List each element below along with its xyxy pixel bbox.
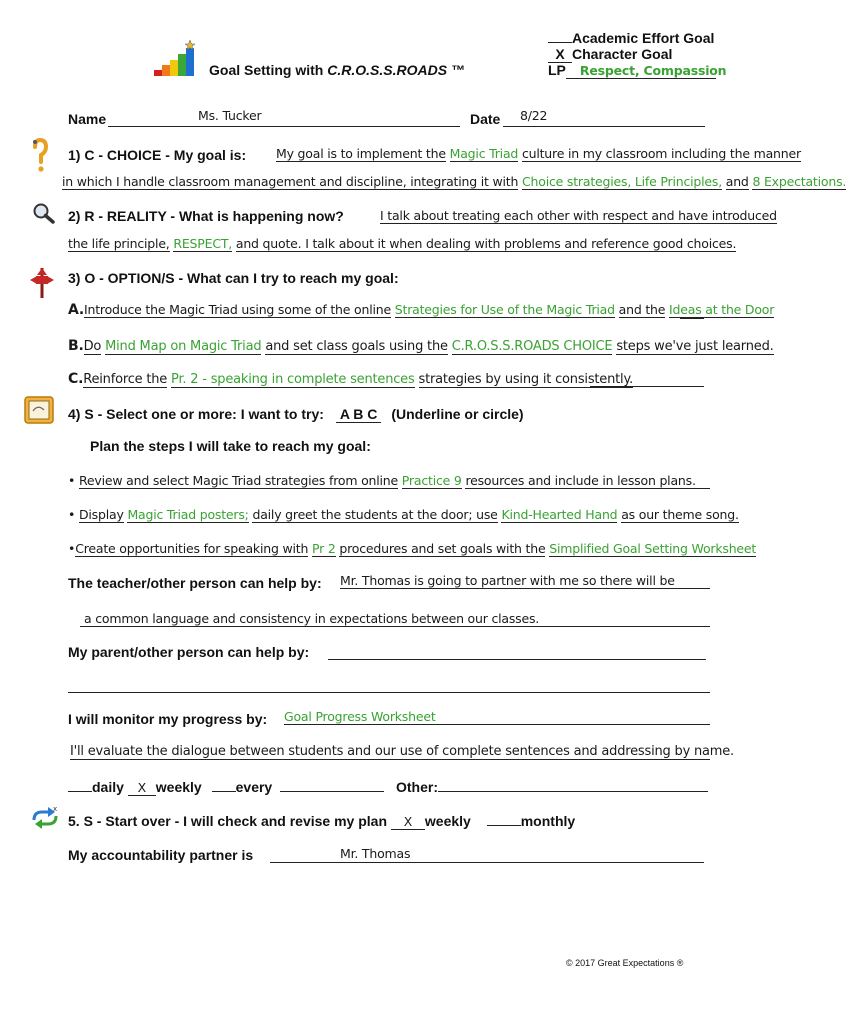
option-c-label: C. — [68, 371, 84, 387]
other-label: Other: — [396, 779, 438, 795]
startover-weekly-mark[interactable]: X — [391, 814, 425, 830]
question-mark-icon — [30, 137, 50, 175]
step-2-text-b: Magic Triad posters; — [127, 507, 249, 522]
character-goal-label: Character Goal — [572, 46, 673, 62]
option-a-line[interactable] — [68, 302, 774, 318]
startover-row — [68, 813, 575, 830]
teacher-help-text-1: Mr. Thomas is going to partner with me so there will be — [340, 573, 710, 589]
every-blank[interactable] — [212, 791, 236, 792]
reality-text-2c: and quote. I talk about it when dealing with problems and reference good choices. — [235, 236, 737, 251]
option-a-text-1: Introduce the Magic Triad using some of the online — [84, 302, 391, 317]
date-label: Date — [470, 111, 501, 127]
option-c-text-3: strategies by using it consistently. — [418, 372, 634, 387]
plan-steps-label: Plan the steps I will take to reach my goal: — [90, 438, 371, 454]
select-row — [68, 406, 524, 423]
partner-value[interactable]: Mr. Thomas — [340, 846, 411, 861]
plan-step-2[interactable] — [68, 507, 739, 523]
option-b-text-2: Mind Map on Magic Triad — [105, 339, 262, 354]
option-c-text-1: Reinforce the — [83, 372, 168, 387]
choice-text-2d: 8 Expectations. — [752, 174, 846, 189]
character-goal-mark[interactable]: X — [548, 47, 572, 63]
step-1-text-a: Review and select Magic Triad strategies from online — [78, 473, 399, 488]
option-c-tail — [590, 386, 704, 387]
page-title — [209, 62, 465, 78]
reality-line-2-tail — [630, 251, 690, 252]
reality-text-2a: the life principle, — [68, 236, 170, 251]
step-1-text-b: Practice 9 — [401, 473, 462, 488]
lp-row — [548, 62, 727, 79]
step-3-text-b: Pr 2 — [311, 541, 336, 556]
lp-label: LP — [548, 62, 566, 78]
name-line — [108, 126, 460, 127]
option-b-text-3: and set class goals using the — [265, 339, 448, 354]
option-c-text-2: Pr. 2 - speaking in complete sentences — [171, 372, 415, 387]
teacher-help-text-2: a common language and consistency in expectations between our classes. — [80, 611, 710, 627]
startover-label: 5. S - Start over - I will check and revise my plan — [68, 813, 388, 829]
option-b-text-4: C.R.O.S.S.ROADS CHOICE — [451, 339, 613, 354]
option-a-tail — [680, 318, 704, 319]
name-label: Name — [68, 111, 107, 127]
startover-monthly-blank[interactable] — [487, 825, 521, 826]
every-label: every — [235, 779, 273, 795]
step-2-text-c: daily greet the students at the door; use — [252, 507, 498, 522]
step-3-text-a: Create opportunities for speaking with — [75, 541, 309, 556]
parent-help-label: My parent/other person can help by: — [68, 644, 310, 660]
title-brand: C.R.O.S.S.ROADS ™ — [327, 62, 465, 78]
teacher-help-label: The teacher/other person can help by: — [68, 575, 322, 591]
choice-text-1c: culture in my classroom including the manner — [521, 146, 801, 161]
teacher-help-line-1[interactable] — [340, 573, 710, 589]
weekly-mark[interactable]: X — [128, 780, 156, 796]
plan-step-1-tail — [658, 488, 710, 489]
every-value-blank[interactable] — [280, 791, 384, 792]
bullet-2: • — [68, 507, 76, 522]
select-hint: (Underline or circle) — [391, 406, 524, 422]
monitor-text-2: I'll evaluate the dialogue between students and our use of complete sentences and addressing by name. — [70, 744, 734, 759]
monitor-value[interactable] — [284, 709, 710, 725]
monitor-label: I will monitor my progress by: — [68, 711, 268, 727]
crossroads-sign-icon — [28, 266, 56, 300]
option-b-text-1: Do — [83, 339, 102, 354]
academic-goal-blank[interactable] — [548, 42, 572, 43]
reality-label: 2) R - REALITY - What is happening now? — [68, 208, 344, 224]
partner-label: My accountability partner is — [68, 847, 254, 863]
step-3-text-c: procedures and set goals with the — [339, 541, 546, 556]
plan-step-1[interactable] — [68, 473, 696, 489]
reality-line-1[interactable] — [380, 208, 777, 224]
monitor-frequency-row — [68, 779, 708, 796]
svg-text:x: x — [53, 805, 58, 813]
select-label: 4) S - Select one or more: I want to try: — [68, 406, 324, 422]
bullet-3: • — [68, 541, 76, 556]
options-label: 3) O - OPTION/S - What can I try to reach my goal: — [68, 270, 399, 286]
date-value[interactable]: 8/22 — [520, 108, 548, 123]
monitor-line-2[interactable] — [70, 744, 734, 760]
other-blank[interactable] — [438, 791, 708, 792]
choice-label: 1) C - CHOICE - My goal is: — [68, 147, 247, 163]
daily-label: daily — [92, 779, 124, 795]
step-2-text-d: Kind-Hearted Hand — [501, 507, 618, 522]
option-b-line[interactable] — [68, 338, 774, 355]
step-3-text-d: Simplified Goal Setting Worksheet — [549, 541, 757, 556]
parent-help-line-2[interactable] — [68, 692, 710, 693]
date-line — [503, 126, 705, 127]
step-1-text-c: resources and include in lesson plans. — [465, 473, 696, 488]
lp-value[interactable]: Respect, Compassion — [566, 63, 716, 79]
option-c-line[interactable] — [68, 371, 633, 388]
reality-line-2[interactable] — [68, 236, 736, 252]
option-a-text-2: Strategies for Use of the Magic Triad — [394, 302, 615, 317]
parent-help-line-1[interactable] — [328, 659, 706, 660]
startover-weekly-label: weekly — [424, 813, 471, 829]
step-2-text-e: as our theme song. — [621, 507, 739, 522]
cycle-arrows-icon — [28, 804, 62, 830]
title-prefix: Goal Setting with — [209, 62, 328, 78]
academic-goal-row — [548, 30, 714, 46]
name-value[interactable]: Ms. Tucker — [198, 108, 262, 123]
step-2-text-a: Display — [78, 507, 124, 522]
daily-blank[interactable] — [68, 791, 92, 792]
choice-text-2b: Choice strategies, Life Principles, — [522, 174, 722, 189]
teacher-help-line-2[interactable] — [80, 611, 710, 627]
choice-line-1[interactable] — [276, 146, 801, 162]
reality-text-1: I talk about treating each other with respect and have introduced — [380, 208, 777, 223]
partner-line — [270, 862, 704, 863]
option-b-text-5: steps we've just learned. — [616, 339, 774, 354]
reality-text-2b: RESPECT, — [173, 236, 233, 251]
select-choices[interactable]: A B C — [336, 407, 382, 423]
choice-text-2a: in which I handle classroom management and discipline, integrating it with — [62, 174, 519, 189]
bullet-1: • — [68, 473, 76, 488]
character-goal-row — [548, 46, 672, 63]
option-a-text-4: Ideas at the Door — [669, 302, 775, 317]
academic-goal-label: Academic Effort Goal — [572, 30, 715, 46]
option-a-label: A. — [68, 302, 85, 318]
choice-line-2[interactable] — [62, 174, 846, 190]
magnifying-glass-icon — [32, 202, 56, 224]
choice-text-1b: Magic Triad — [449, 146, 519, 161]
monitor-value-text: Goal Progress Worksheet — [284, 709, 710, 725]
option-a-text-3: and the — [618, 302, 666, 317]
chalkboard-icon — [24, 396, 54, 424]
plan-step-3[interactable] — [68, 541, 756, 557]
choice-text-2c: and — [725, 174, 749, 189]
option-b-label: B. — [68, 338, 84, 354]
copyright: © 2017 Great Expectations ® — [566, 958, 684, 968]
choice-text-1a: My goal is to implement the — [276, 146, 446, 161]
stairs-trophy-icon — [152, 40, 198, 78]
startover-monthly-label: monthly — [520, 813, 576, 829]
weekly-label: weekly — [155, 779, 202, 795]
